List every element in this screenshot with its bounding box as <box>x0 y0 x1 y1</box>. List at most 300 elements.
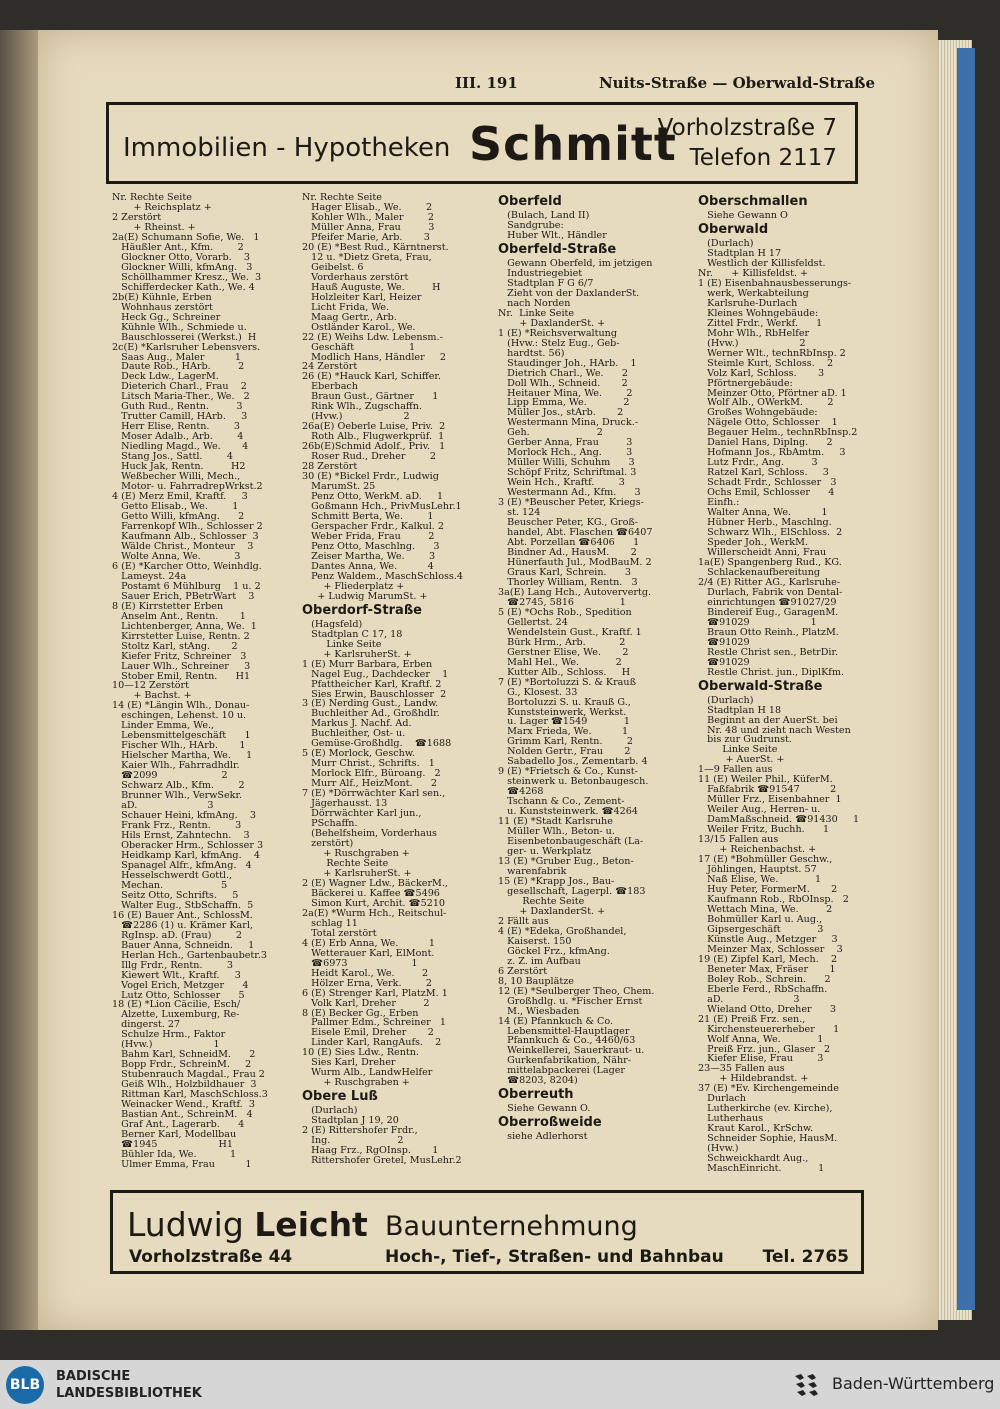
directory-entry: Stadtplan F G 6/7 <box>498 277 594 289</box>
directory-entry: Thorley William, Rentn. 3 <box>498 576 638 588</box>
directory-entry: Stadtplan J 19, 20 <box>302 1115 399 1127</box>
directory-entry: Schwarz Alb., Kfm. 2 <box>112 780 245 792</box>
directory-entry: + Rheinst. + <box>112 221 196 233</box>
directory-entry: Braun Gust., Gärtner 1 <box>302 391 439 403</box>
directory-entry: Schöpf Fritz, Schriftmal. 3 <box>498 467 637 479</box>
directory-entry: Einfh.: <box>698 497 740 509</box>
directory-entry: Lutherkirche (ev. Kirche), <box>698 1103 833 1115</box>
directory-entry: Murr Christ., Schrifts. 1 <box>302 758 435 770</box>
directory-entry: (Bulach, Land II) <box>498 210 590 221</box>
directory-entry: Lutherhaus <box>698 1113 763 1125</box>
directory-entry: Ing. 2 <box>302 1135 404 1147</box>
directory-entry: 19 (E) Zipfel Karl, Mech. 2 <box>698 953 838 965</box>
directory-entry: Hesselschwerdt Gottl., <box>112 869 233 881</box>
directory-entry: Bastian Ant., SchreinM. 4 <box>112 1109 253 1121</box>
directory-entry: Zeiser Martha, We. 3 <box>302 550 436 562</box>
directory-entry: + Reichsplatz + <box>112 201 212 213</box>
directory-entry: Stadtplan H 17 <box>698 247 782 259</box>
directory-entry: 13 (E) *Gruber Eug., Beton- <box>498 856 634 868</box>
directory-entry: Gerstner Elise, We. 2 <box>498 646 629 658</box>
directory-entry: Glockner Willi, kfmAng. 3 <box>112 261 253 273</box>
directory-entry: 4 (E) Merz Emil, Kraftf. 3 <box>112 491 248 503</box>
directory-entry: Geiß Wlh., Holzbildhauer 3 <box>112 1079 257 1091</box>
directory-entry: + DaxlanderSt. + <box>498 317 606 329</box>
directory-entry: Faßfabrik ☎91547 2 <box>698 784 837 796</box>
directory-entry: 26a(E) Oeberle Luise, Priv. 2 <box>302 421 446 433</box>
directory-entry: Linder Karl, RangAufs. 2 <box>302 1037 442 1049</box>
directory-entry: + KarlsruherSt. + <box>302 867 412 879</box>
directory-entry: Doll Wlh., Schneid. 2 <box>498 377 628 389</box>
directory-entry: Sandgrube: <box>498 219 564 231</box>
directory-column-2 <box>302 193 484 1166</box>
directory-entry: Hofmann Jos., RbAmtm. 3 <box>698 447 846 459</box>
directory-entry: Weiler Aug., Herren- u. <box>698 804 821 816</box>
directory-entry: Litsch Maria-Ther., We. 2 <box>112 391 250 403</box>
directory-entry: 14 (E) *Längin Wlh., Donau- <box>112 700 250 712</box>
directory-entry: Wendelstein Gust., Kraftf. 1 <box>498 626 642 638</box>
directory-entry: Lipp Emma, We. 2 <box>498 397 630 409</box>
directory-entry: Bauschlosserei (Werkst.) H <box>112 331 257 343</box>
directory-entry: 11 (E) *Stadt Karlsruhe <box>498 816 613 828</box>
directory-entry: Kaiserst. 150 <box>498 935 572 947</box>
directory-entry: Wälde Christ., Monteur 3 <box>112 540 254 552</box>
directory-entry: Steimle Kurt, Schloss. 2 <box>698 357 834 369</box>
directory-entry: (Hvw.) 2 <box>302 411 410 423</box>
directory-entry: + Ruschgraben + <box>302 1077 410 1089</box>
directory-entry: Dörrwächter Karl jun., <box>302 808 422 820</box>
directory-entry: Pfannkuch & Co., 4460/63 <box>498 1035 636 1047</box>
directory-entry: + KarlsruherSt. + <box>302 648 412 660</box>
directory-entry: + AuerSt. + <box>698 754 785 766</box>
directory-column-1 <box>112 193 292 1170</box>
directory-entry: Huy Peter, FormerM. 2 <box>698 884 838 895</box>
directory-entry: Braun Otto Reinh., PlatzM. <box>698 626 839 638</box>
directory-entry: 37 (E) *Ev. Kirchengemeinde <box>698 1083 839 1095</box>
directory-entry: nach Norden <box>498 297 571 309</box>
directory-entry: Müller Wlh., Beton- u. <box>498 826 615 838</box>
directory-entry: ☎91029 1 <box>698 616 817 628</box>
directory-entry: Müller Willi, Schuhm 3 <box>498 457 635 469</box>
book-spine <box>0 30 38 1330</box>
directory-entry: Penz Waldem., MaschSchloss.4 <box>302 570 463 582</box>
directory-entry: Schweickhardt Aug., <box>698 1153 809 1165</box>
directory-entry: Linke Seite <box>698 744 778 756</box>
directory-entry: Eberle Ferd., RbSchaffn. <box>698 983 828 995</box>
directory-entry: (Hvw.: Stelz Eug., Geb- <box>498 337 620 349</box>
directory-entry: Staudinger Joh., HArb. 1 <box>498 357 637 369</box>
directory-entry: Stoltz Karl, stAng. 2 <box>112 640 238 652</box>
directory-entry: 2b(E) Kühnle, Erben <box>112 291 212 303</box>
directory-entry: 1a(E) Spangenberg Rud., KG. <box>698 556 842 568</box>
directory-entry: 4 (E) Erb Anna, We. 1 <box>302 937 435 949</box>
directory-entry: 2a(E) Schumann Sofie, We. 1 <box>112 231 260 243</box>
directory-entry: Anselm Ant., Rentn. 1 <box>112 610 246 622</box>
directory-entry: 3 (E) *Beuscher Peter, Kriegs- <box>498 497 644 509</box>
directory-entry: steinwerk u. Betonbaugesch. <box>498 776 649 788</box>
directory-entry: Restle Christ. jun., DiplKfm. <box>698 666 844 678</box>
page-number: III. 191 <box>455 74 518 92</box>
directory-entry: Bürk Hrm., Arb. 2 <box>498 636 626 648</box>
directory-entry: Bohmüller Karl u. Aug., <box>698 913 823 925</box>
directory-entry: Postamt 6 Mühlburg 1 u. 2 <box>112 580 261 592</box>
directory-entry: Abt. Porzellan ☎6406 1 <box>498 537 640 549</box>
directory-entry: + Hildebrandst. + <box>698 1073 809 1085</box>
directory-entry: u. Lager ☎1549 1 <box>498 716 631 728</box>
directory-entry: Spanagel Alfr., kfmAng. 4 <box>112 859 252 871</box>
directory-entry: Huber Wlt., Händler <box>498 229 607 241</box>
directory-entry: Weßbecher Willi, Mech., <box>112 471 241 483</box>
directory-entry: Getto Elisab., We. 1 <box>112 501 239 513</box>
library-name-line-1: BADISCHE <box>56 1369 131 1384</box>
directory-entry: Ostländer Karol., We. <box>302 321 416 333</box>
directory-entry: Morlock Hch., Ang. 3 <box>498 447 633 459</box>
directory-entry: Ratzel Karl, Schloss. 3 <box>698 467 829 479</box>
directory-entry: Weiler Fritz, Buchh. 1 <box>698 824 830 836</box>
directory-entry: Meinzer Max, Schlosser 3 <box>698 943 843 955</box>
directory-entry: Moser Adalb., Arb. 4 <box>112 431 244 443</box>
directory-entry: Lameyst. 24a <box>112 570 187 582</box>
directory-entry: Rechte Seite <box>302 857 389 869</box>
directory-entry: PSchaffn. <box>302 818 358 830</box>
directory-entry: 4 (E) *Edeka, Großhandel, <box>498 925 627 937</box>
directory-entry: Kiewert Wlt., Kraftf. 3 <box>112 969 241 981</box>
street-heading: Oberdorf-Straße <box>302 602 422 618</box>
directory-entry: Stubenrauch Magdal., Frau 2 <box>112 1069 265 1081</box>
directory-entry: ☎2745, 5816 1 <box>498 596 626 608</box>
directory-entry: Getto Willi, kfmAng. 2 <box>112 511 245 522</box>
directory-entry: G., Klosest. 33 <box>498 686 578 698</box>
directory-entry: Nr. + Killisfeldst. + <box>698 267 809 279</box>
directory-entry: Sies Erwin, Bauschlosser 2 <box>302 688 447 700</box>
directory-entry: zerstört) <box>302 838 354 850</box>
directory-entry: Marx Frieda, We. 1 <box>498 726 629 738</box>
directory-entry: Schadt Frdr., Schlosser 3 <box>698 477 837 489</box>
directory-entry: u. Kunststeinwerk. ☎4264 <box>498 806 638 818</box>
directory-entry: 2a(E) *Wurm Hch., Reitschul- <box>302 907 447 919</box>
directory-entry: Boley Rob., Schrein. 2 <box>698 973 831 985</box>
directory-entry: Eberbach <box>302 381 358 393</box>
directory-entry: 2/4 (E) Ritter AG., Karlsruhe- <box>698 576 841 588</box>
directory-entry: Westermann Ad., Kfm. 3 <box>498 487 641 499</box>
directory-entry: Gellertst. 24 <box>498 616 568 628</box>
street-heading: Oberroßweide <box>498 1115 602 1131</box>
directory-entry: Siehe Gewann O. <box>498 1103 591 1115</box>
ad-address: Vorholzstraße 44 <box>129 1247 293 1267</box>
directory-entry: Buchleither Ad., Großhdlr. <box>302 708 440 720</box>
directory-entry: 10 (E) Sies Ldw., Rentn. <box>302 1047 419 1059</box>
directory-entry: Dantes Anna, We. 4 <box>302 560 434 572</box>
directory-entry: Wein Hch., Kraftf. 3 <box>498 477 625 489</box>
directory-entry: DamMaßschneid. ☎91430 1 <box>698 814 860 826</box>
directory-entry: (Hvw.) 1 <box>112 1039 220 1051</box>
directory-entry: Huck Jak, Rentn. H2 <box>112 461 246 473</box>
directory-entry: 9 (E) *Frietsch & Co., Kunst- <box>498 766 638 778</box>
directory-entry: Gerspacher Frdr., Kalkul. 2 <box>302 520 445 532</box>
directory-entry: Total zerstört <box>302 927 377 939</box>
directory-entry: Eisele Emil, Dreher 2 <box>302 1027 434 1039</box>
directory-entry: Guth Rud., Rentn. 3 <box>112 401 243 413</box>
directory-entry: (Durlach) <box>698 694 754 706</box>
directory-entry: Beginnt an der AuerSt. bei <box>698 714 838 726</box>
directory-entry: Schlackenaufbereitung <box>698 566 821 578</box>
directory-entry: ☎2099 2 <box>112 770 228 782</box>
directory-entry: 13/15 Fallen aus <box>698 834 779 846</box>
directory-entry: einrichtungen ☎91027/29 <box>698 596 837 608</box>
directory-entry: handel, Abt. Flaschen ☎6407 <box>498 527 653 539</box>
directory-entry: Speder Joh., WerkM. <box>698 537 808 549</box>
directory-entry: 22 (E) Weihs Ldw. Lebensm.- <box>302 331 443 343</box>
directory-entry: Saas Aug., Maler 1 <box>112 351 242 363</box>
directory-entry: Kohler Wlh., Maler 2 <box>302 211 435 223</box>
directory-entry: Heidkamp Karl, kfmAng. 4 <box>112 849 260 861</box>
directory-entry: Kiefer Elise, Frau 3 <box>698 1053 824 1065</box>
directory-entry: Pallmer Edm., Schreiner 1 <box>302 1017 446 1029</box>
directory-entry: Hübner Herb., Maschlng. <box>698 517 832 529</box>
directory-entry: Oberacker Hrm., Schlosser 3 <box>112 839 264 851</box>
directory-entry: Volz Karl, Schloss. 3 <box>698 367 825 379</box>
directory-entry: ger- u. Werkplatz <box>498 846 592 858</box>
directory-entry: Beuscher Peter, KG., Groß- <box>498 517 639 529</box>
directory-entry: Schulze Hrm., Faktor <box>112 1029 226 1041</box>
directory-entry: siehe Adlerhorst <box>498 1131 588 1143</box>
directory-entry: Kaufmann Alb., Schlosser 3 <box>112 530 259 542</box>
directory-entry: Lutz Frdr., Ang. 3 <box>698 457 818 469</box>
directory-entry: (Durlach) <box>302 1105 358 1117</box>
directory-entry: Müller Jos., stArb. 2 <box>498 407 624 419</box>
directory-entry: 8 (E) Becker Gg., Erben <box>302 1007 419 1019</box>
directory-entry: 18 (E) *Lion Cäcilie, Esch/ <box>112 999 241 1011</box>
directory-entry: Müller Frz., Eisenbahner 1 <box>698 794 842 806</box>
directory-entry: Motor- u. FahrradrepWrkst.2 <box>112 481 263 493</box>
directory-entry: Wetterauer Karl, ElMont. <box>302 947 435 959</box>
directory-entry: Haag Frz., RgOInsp. 1 <box>302 1145 439 1157</box>
directory-column-4 <box>698 193 880 1174</box>
directory-entry: Rittman Karl, MaschSchloss.3 <box>112 1089 268 1101</box>
directory-entry: Dieterich Charl., Frau 2 <box>112 381 247 393</box>
directory-entry: Berner Karl, Modellbau <box>112 1129 237 1141</box>
directory-entry: Kutter Alb., Schloss. H <box>498 666 631 678</box>
directory-entry: + Ludwig MarumSt. + <box>302 590 428 602</box>
directory-entry: Hünerfauth Jul., ModBauM. 2 <box>498 556 652 568</box>
directory-entry: 1—9 Fallen aus <box>698 764 773 776</box>
directory-entry: Vogel Erich, Metzger 4 <box>112 979 249 991</box>
directory-entry: Begauer Helm., technRbInsp.2 <box>698 427 858 439</box>
directory-entry: Kaufmann Rob., RbOInsp. 2 <box>698 893 849 905</box>
directory-entry: Graf Ant., Lagerarb. 4 <box>112 1119 245 1131</box>
directory-entry: Heck Gg., Schreiner <box>112 311 221 323</box>
directory-entry: + DaxlanderSt. + <box>498 905 606 917</box>
directory-entry: + Bachst. + <box>112 690 192 702</box>
street-heading: Oberfeld-Straße <box>498 241 617 257</box>
street-heading: Oberreuth <box>498 1087 574 1103</box>
street-heading: Obere Luß <box>302 1089 378 1105</box>
street-heading: Oberwald <box>698 221 769 237</box>
directory-entry: Jägerhausst. 13 <box>302 798 388 810</box>
directory-entry: Trutter Camill, HArb. 3 <box>112 411 248 423</box>
directory-entry: Morlock Elfr., Büroang. 2 <box>302 768 441 780</box>
directory-entry: Gewann Oberfeld, im jetzigen <box>498 257 653 269</box>
directory-entry: Herlan Hch., Gartenbaubetr.3 <box>112 949 267 961</box>
directory-entry: Meinzer Otto, Pförtner aD. 1 <box>698 387 847 399</box>
directory-entry: Großes Wohngebäude: <box>698 407 818 419</box>
directory-entry: + Ruschgraben + <box>302 848 410 859</box>
directory-entry: 1 (E) *Reichsverwaltung <box>498 327 617 339</box>
directory-entry: Wurm Alb., LandwHelfer <box>302 1067 433 1079</box>
directory-entry: Penz Otto, WerkM. aD. 1 <box>302 491 444 503</box>
directory-entry: 7 (E) *Bortoluzzi S. & Krauß <box>498 676 636 688</box>
street-heading: Oberfeld <box>498 194 562 209</box>
directory-entry: Siehe Gewann O <box>698 210 788 221</box>
ad-company-name: Schmitt <box>469 117 677 171</box>
directory-entry: Murr Alf., HeizMont. 2 <box>302 778 437 790</box>
directory-entry: Schneider Sophie, HausM. <box>698 1133 838 1145</box>
directory-entry: Roth Alb., Flugwerkprüf. 1 <box>302 431 445 443</box>
directory-entry: MarumSt. 25 <box>302 481 376 493</box>
directory-entry: 28 Zerstört <box>302 461 358 473</box>
directory-entry: Industriegebiet <box>498 267 583 279</box>
ad-address: Vorholzstraße 7 <box>657 115 837 141</box>
directory-entry: Schöllhammer Kresz., We. 3 <box>112 271 262 283</box>
directory-entry: ☎91029 <box>698 656 750 668</box>
directory-entry: Kaier Wlh., Fahrradhdlr. <box>112 760 240 772</box>
directory-entry: Kraut Karol., KrSchw. <box>698 1123 814 1135</box>
directory-entry: (Hvw.) 2 <box>698 337 806 349</box>
directory-entry: bis zur Gudrunst. <box>698 734 792 746</box>
directory-entry: Grimm Karl, Rentn. 2 <box>498 736 634 748</box>
directory-entry: 1 (E) Murr Barbara, Erben <box>302 658 433 670</box>
library-name-line-2: LANDESBIBLIOTHEK <box>56 1386 202 1401</box>
blb-logo-icon[interactable]: BLB <box>6 1366 44 1404</box>
directory-entry: Zittel Frdr., Werkf. 1 <box>698 317 823 329</box>
state-name: Baden-Württemberg <box>832 1374 995 1393</box>
directory-entry: Werner Wlt., technRbInsp. 2 <box>698 347 846 359</box>
directory-entry: 15 (E) *Krapp Jos., Bau- <box>498 875 615 887</box>
directory-entry: Schifferdecker Kath., We. 4 <box>112 281 255 293</box>
directory-entry: Linke Seite <box>302 638 382 650</box>
directory-entry: Beneter Max, Fräser 1 <box>698 963 836 975</box>
directory-entry: 2 (E) Rittershofer Frdr., <box>302 1125 418 1137</box>
directory-entry: Nolden Gertr., Frau 2 <box>498 746 631 758</box>
directory-entry: Maag Gertr., Arb. <box>302 311 397 323</box>
ad-company-name <box>127 1205 368 1244</box>
directory-entry: Hauß Auguste, We. H <box>302 281 441 293</box>
directory-entry: Eisenbetonbaugeschäft (La- <box>498 836 644 848</box>
directory-entry: Pförtnergebäude: <box>698 377 793 389</box>
directory-entry: Durlach <box>698 1093 746 1105</box>
directory-entry: Wolte Anna, We. 3 <box>112 550 241 562</box>
directory-entry: Fischer Wlh., HArb. 1 <box>112 740 246 752</box>
directory-entry: Stober Emil, Rentn. H1 <box>112 670 251 682</box>
directory-entry: Heitauer Mina, We. 2 <box>498 387 633 399</box>
directory-entry: 16 (E) Bauer Ant., SchlossM. <box>112 909 253 921</box>
directory-entry: Hölzer Erna, Verk. 2 <box>302 977 432 989</box>
directory-entry: M., Wiesbaden <box>498 1005 580 1017</box>
directory-entry: 2 (E) Wagner Ldw., BäckerM., <box>302 877 448 889</box>
directory-entry: Modlich Hans, Händler 2 <box>302 351 447 363</box>
ad-services: Immobilien - Hypotheken <box>123 133 451 163</box>
directory-entry: + Reichenbachst. + <box>698 844 817 856</box>
directory-entry: (Behelfsheim, Vorderhaus <box>302 828 437 840</box>
directory-entry: Sauer Erich, PBetrWart 3 <box>112 590 255 602</box>
directory-entry: 14 (E) Pfannkuch & Co. <box>498 1015 614 1027</box>
directory-entry: Holzleiter Karl, Heizer <box>302 291 422 303</box>
directory-entry: Naß Elise, We. 1 <box>698 874 822 886</box>
directory-entry: Lauer Wlh., Schreiner 3 <box>112 660 251 672</box>
directory-entry: Nagel Eug., Dachdecker 1 <box>302 668 449 680</box>
directory-entry: 2c(E) *Karlsruher Lebensvers. <box>112 341 261 353</box>
directory-entry: Roser Rud., Dreher 2 <box>302 451 436 463</box>
directory-entry: Lebensmittel-Hauptlager <box>498 1025 630 1037</box>
directory-entry: Weinkellerei, Sauerkraut- u. <box>498 1045 645 1057</box>
ad-first-name: Ludwig <box>127 1205 244 1244</box>
directory-entry: dingerst. 27 <box>112 1019 181 1031</box>
directory-entry: Westlich der Killisfeldst. <box>698 257 826 269</box>
directory-entry: 24 Zerstört <box>302 361 358 373</box>
directory-entry: Illg Frdr., Rentn. 3 <box>112 959 233 971</box>
directory-entry: + Fliederplatz + <box>302 580 405 592</box>
directory-entry: Göckel Frz., kfmAng. <box>498 945 610 957</box>
directory-entry: Glockner Otto, Vorarb. 3 <box>112 251 250 263</box>
viewer-footer <box>0 1360 1000 1409</box>
directory-entry: 2 Zerstört <box>112 211 162 223</box>
directory-entry: 30 (E) *Bickel Frdr., Ludwig <box>302 471 439 483</box>
directory-entry: 2 Fällt aus <box>498 915 549 927</box>
directory-entry: aD. 3 <box>698 993 800 1005</box>
directory-entry: Durlach, Fabrik von Dental- <box>698 586 843 598</box>
directory-entry: Karlsruhe-Durlach <box>698 297 798 309</box>
directory-entry: Ulmer Emma, Frau 1 <box>112 1158 252 1170</box>
directory-entry: Graus Karl, Schrein. 3 <box>498 566 631 578</box>
directory-entry: Alzette, Luxemburg, Re- <box>112 1009 240 1021</box>
directory-entry: Kühnle Wlh., Schmiede u. <box>112 321 247 333</box>
directory-entry: 21 (E) Preiß Frz. sen., <box>698 1013 806 1025</box>
directory-entry: Mechan. 5 <box>112 879 228 891</box>
directory-entry: aD. 3 <box>112 800 214 812</box>
directory-entry: 26b(E)Schmid Adolf., Priv. 1 <box>302 441 446 453</box>
library-name <box>56 1368 202 1402</box>
directory-entry: Bäckerei u. Kaffee ☎5496 <box>302 887 440 899</box>
directory-entry: Bauer Anna, Schneidn. 1 <box>112 939 255 951</box>
directory-entry: Mohr Wlh., RbHelfer <box>698 327 810 339</box>
directory-entry: Dietrich Charl., We. 2 <box>498 367 628 379</box>
directory-entry: 7 (E) *Dörrwächter Karl sen., <box>302 788 446 800</box>
directory-entry: Schwarz Wlh., ElSchloss. 2 <box>698 527 843 539</box>
directory-entry: Bindner Ad., HausM. 2 <box>498 547 637 558</box>
directory-entry: 5 (E) Morlock, Geschw. <box>302 748 415 760</box>
directory-entry: Weinacker Wend., Kraftf. 3 <box>112 1099 255 1111</box>
directory-entry: Pfeifer Marie, Arb. 3 <box>302 231 430 243</box>
directory-entry: Wolf Alb., OWerkM. 2 <box>698 397 834 409</box>
running-header <box>455 74 875 94</box>
advertisement-leicht <box>110 1190 864 1274</box>
directory-entry: Frank Frz., Rentn. 3 <box>112 820 242 832</box>
directory-entry: Hielscher Martha, We. 1 <box>112 750 253 762</box>
ad-phone: Tel. 2765 <box>762 1247 849 1267</box>
directory-entry: Linder Emma, We., <box>112 720 215 732</box>
directory-entry: MaschEinricht. 1 <box>698 1163 825 1175</box>
directory-entry: 3 (E) Nerding Gust., Landw. <box>302 698 439 710</box>
directory-entry: Kleines Wohngebäude: <box>698 307 819 319</box>
state-crest-icon <box>792 1370 820 1398</box>
directory-entry: Preiß Frz. jun., Glaser 2 <box>698 1043 831 1055</box>
directory-entry: 17 (E) *Bohmüller Geschw., <box>698 854 833 866</box>
directory-entry: Simon Kurt, Archit. ☎5210 <box>302 897 446 909</box>
directory-entry: 20 (E) *Best Rud., Kärntnerst. <box>302 241 449 253</box>
directory-entry: Schmitt Berta, We. 1 <box>302 511 434 522</box>
directory-entry: Gurkenfabrikation, Nähr- <box>498 1055 631 1067</box>
ad-phone: Telefon 2117 <box>689 145 837 171</box>
directory-entry: Heidt Karol., We. 2 <box>302 967 429 979</box>
